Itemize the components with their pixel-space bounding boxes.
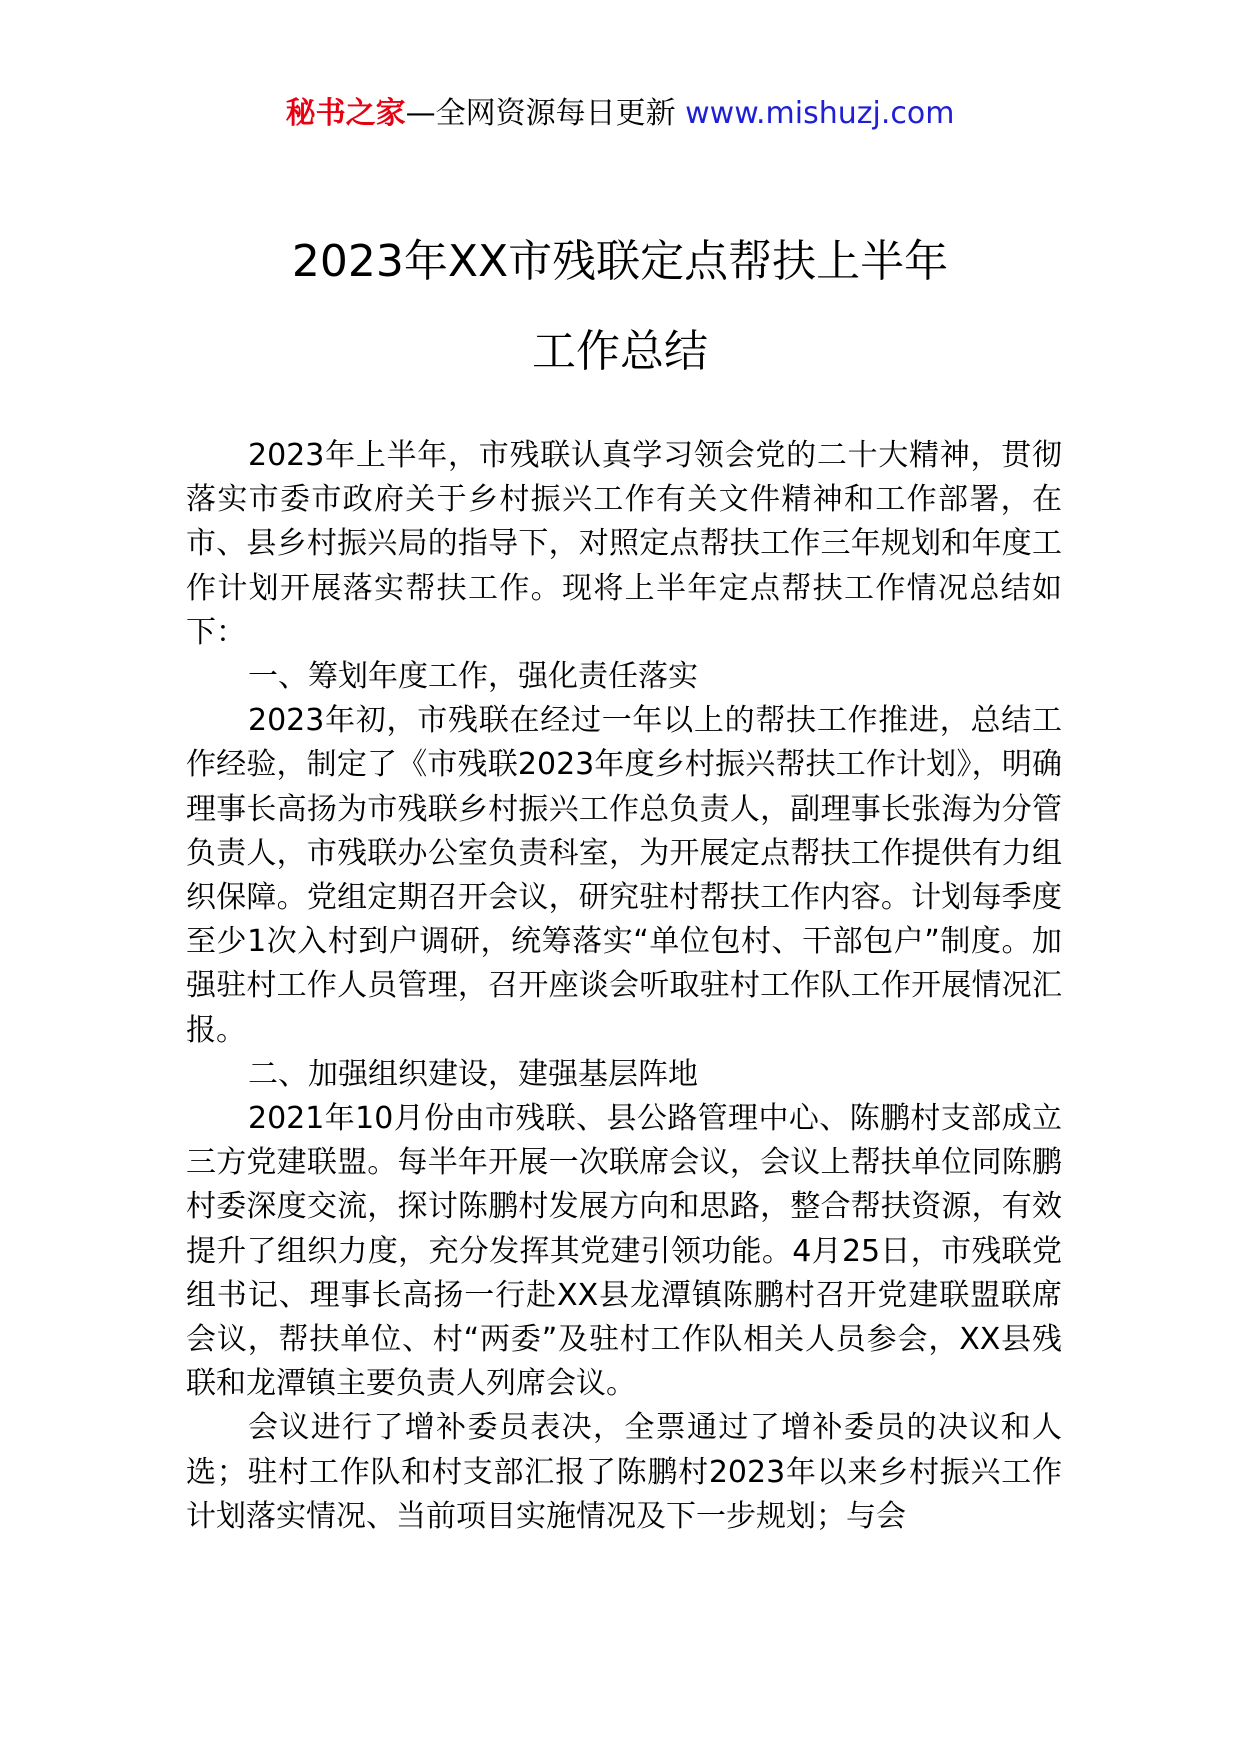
document-title-line-1: 2023年XX市残联定点帮扶上半年	[291, 236, 949, 287]
document-body	[186, 434, 1062, 1539]
section-2-paragraph-2: 会议进行了增补委员表决，全票通过了增补委员的决议和人选；驻村工作队和村支部汇报了陈鹏村2023年以来乡村振兴工作计划落实情况、当前项目实施情况及下一步规划；与会	[186, 1410, 1062, 1534]
section-heading-1: 一、筹划年度工作，强化责任落实	[248, 659, 698, 695]
site-brand: 秘书之家	[285, 96, 406, 131]
section-2-paragraph-1: 2021年10月份由市残联、县公路管理中心、陈鹏村支部成立三方党建联盟。每半年开展一次联席会议，会议上帮扶单位同陈鹏村委深度交流，探讨陈鹏村发展方向和思路，整合帮扶资源，有效提升了组织力度，充分发挥其党建引领功能。4月25日，市残联党组书记、理事长高扬一行赴XX县龙潭镇陈鹏村召开党建联盟联席会议，帮扶单位、村“两委”及驻村工作队相关人员参会，XX县残联和龙潭镇主要负责人列席会议。	[186, 1101, 1062, 1402]
section-heading-2: 二、加强组织建设，建强基层阵地	[248, 1056, 698, 1092]
site-header	[0, 94, 1240, 134]
section-1-paragraph: 2023年初，市残联在经过一年以上的帮扶工作推进，总结工作经验，制定了《市残联2023年度乡村振兴帮扶工作计划》，明确理事长高扬为市残联乡村振兴工作总负责人，副理事长张海为分管负责人，市残联办公室负责科室，为开展定点帮扶工作提供有力组织保障。党组定期召开会议，研究驻村帮扶工作内容。计划每季度至少1次入村到户调研，统筹落实“单位包村、干部包户”制度。加强驻村工作人员管理，召开座谈会听取驻村工作队工作开展情况汇报。	[186, 703, 1062, 1048]
site-tagline: —全网资源每日更新	[405, 96, 686, 131]
intro-paragraph: 2023年上半年，市残联认真学习领会党的二十大精神，贯彻落实市委市政府关于乡村振兴工作有关文件精神和工作部署，在市、县乡村振兴局的指导下，对照定点帮扶工作三年规划和年度工作计划开展落实帮扶工作。现将上半年定点帮扶工作情况总结如下：	[186, 438, 1062, 650]
site-url-link[interactable]: www.mishuzj.com	[685, 96, 955, 131]
document-title-line-2: 工作总结	[532, 326, 708, 377]
